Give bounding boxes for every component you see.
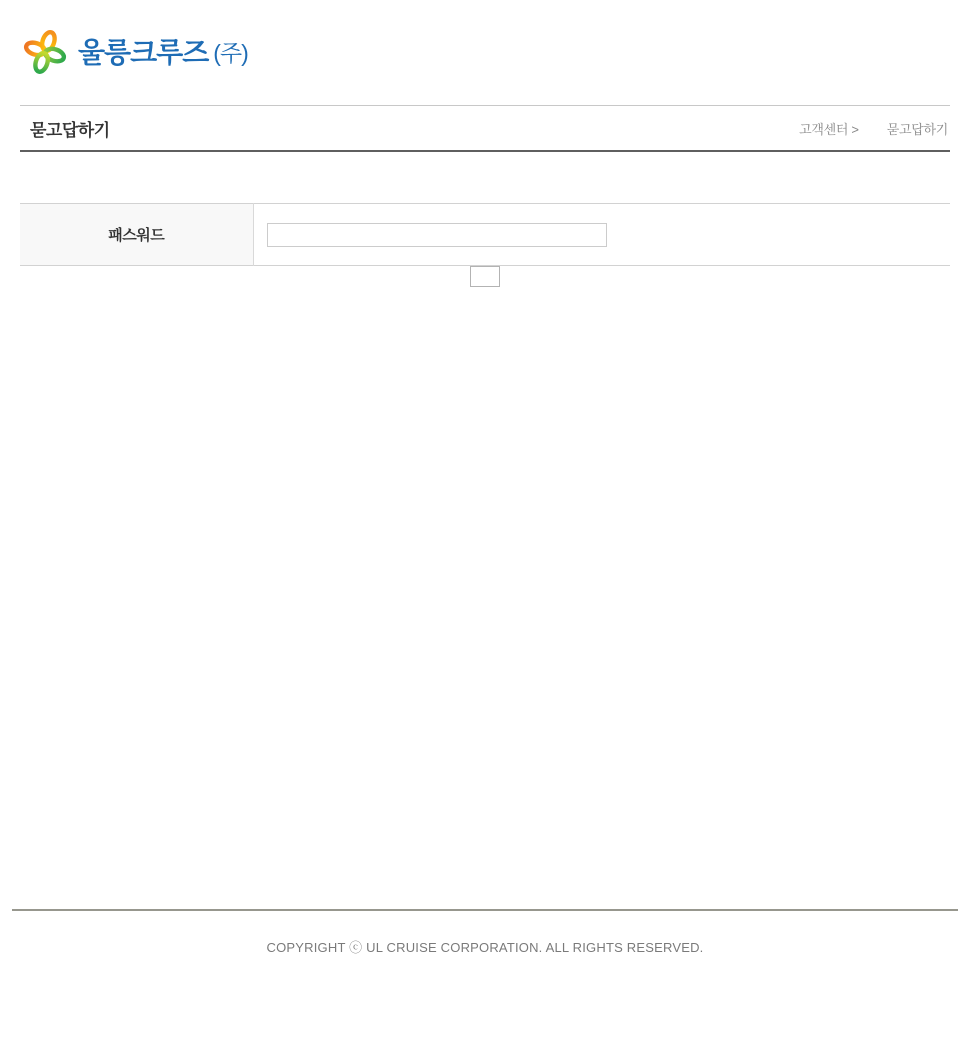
breadcrumb-current: 묻고답하기 xyxy=(886,121,948,137)
page-title: 묻고답하기 xyxy=(30,120,110,140)
password-label: 패스워드 xyxy=(20,204,253,266)
breadcrumb-parent[interactable]: 고객센터 > xyxy=(799,121,859,137)
copyright-text: COPYRIGHT ⓒ UL CRUISE CORPORATION. ALL RIGHTS RESERVED. xyxy=(266,940,704,955)
table-row xyxy=(20,204,950,266)
logo[interactable] xyxy=(22,27,248,75)
submit-button[interactable] xyxy=(470,266,500,287)
button-row xyxy=(0,266,970,291)
logo-suffix: (주) xyxy=(213,39,248,66)
breadcrumb xyxy=(799,119,948,138)
site-header xyxy=(0,0,970,105)
password-table xyxy=(20,203,950,266)
password-cell xyxy=(253,204,950,266)
title-bar xyxy=(20,105,950,152)
flower-logo-icon xyxy=(22,27,68,75)
password-input[interactable] xyxy=(267,223,607,247)
footer-divider xyxy=(12,909,958,911)
footer xyxy=(0,909,970,956)
logo-text: 울릉크루즈 xyxy=(78,37,209,68)
